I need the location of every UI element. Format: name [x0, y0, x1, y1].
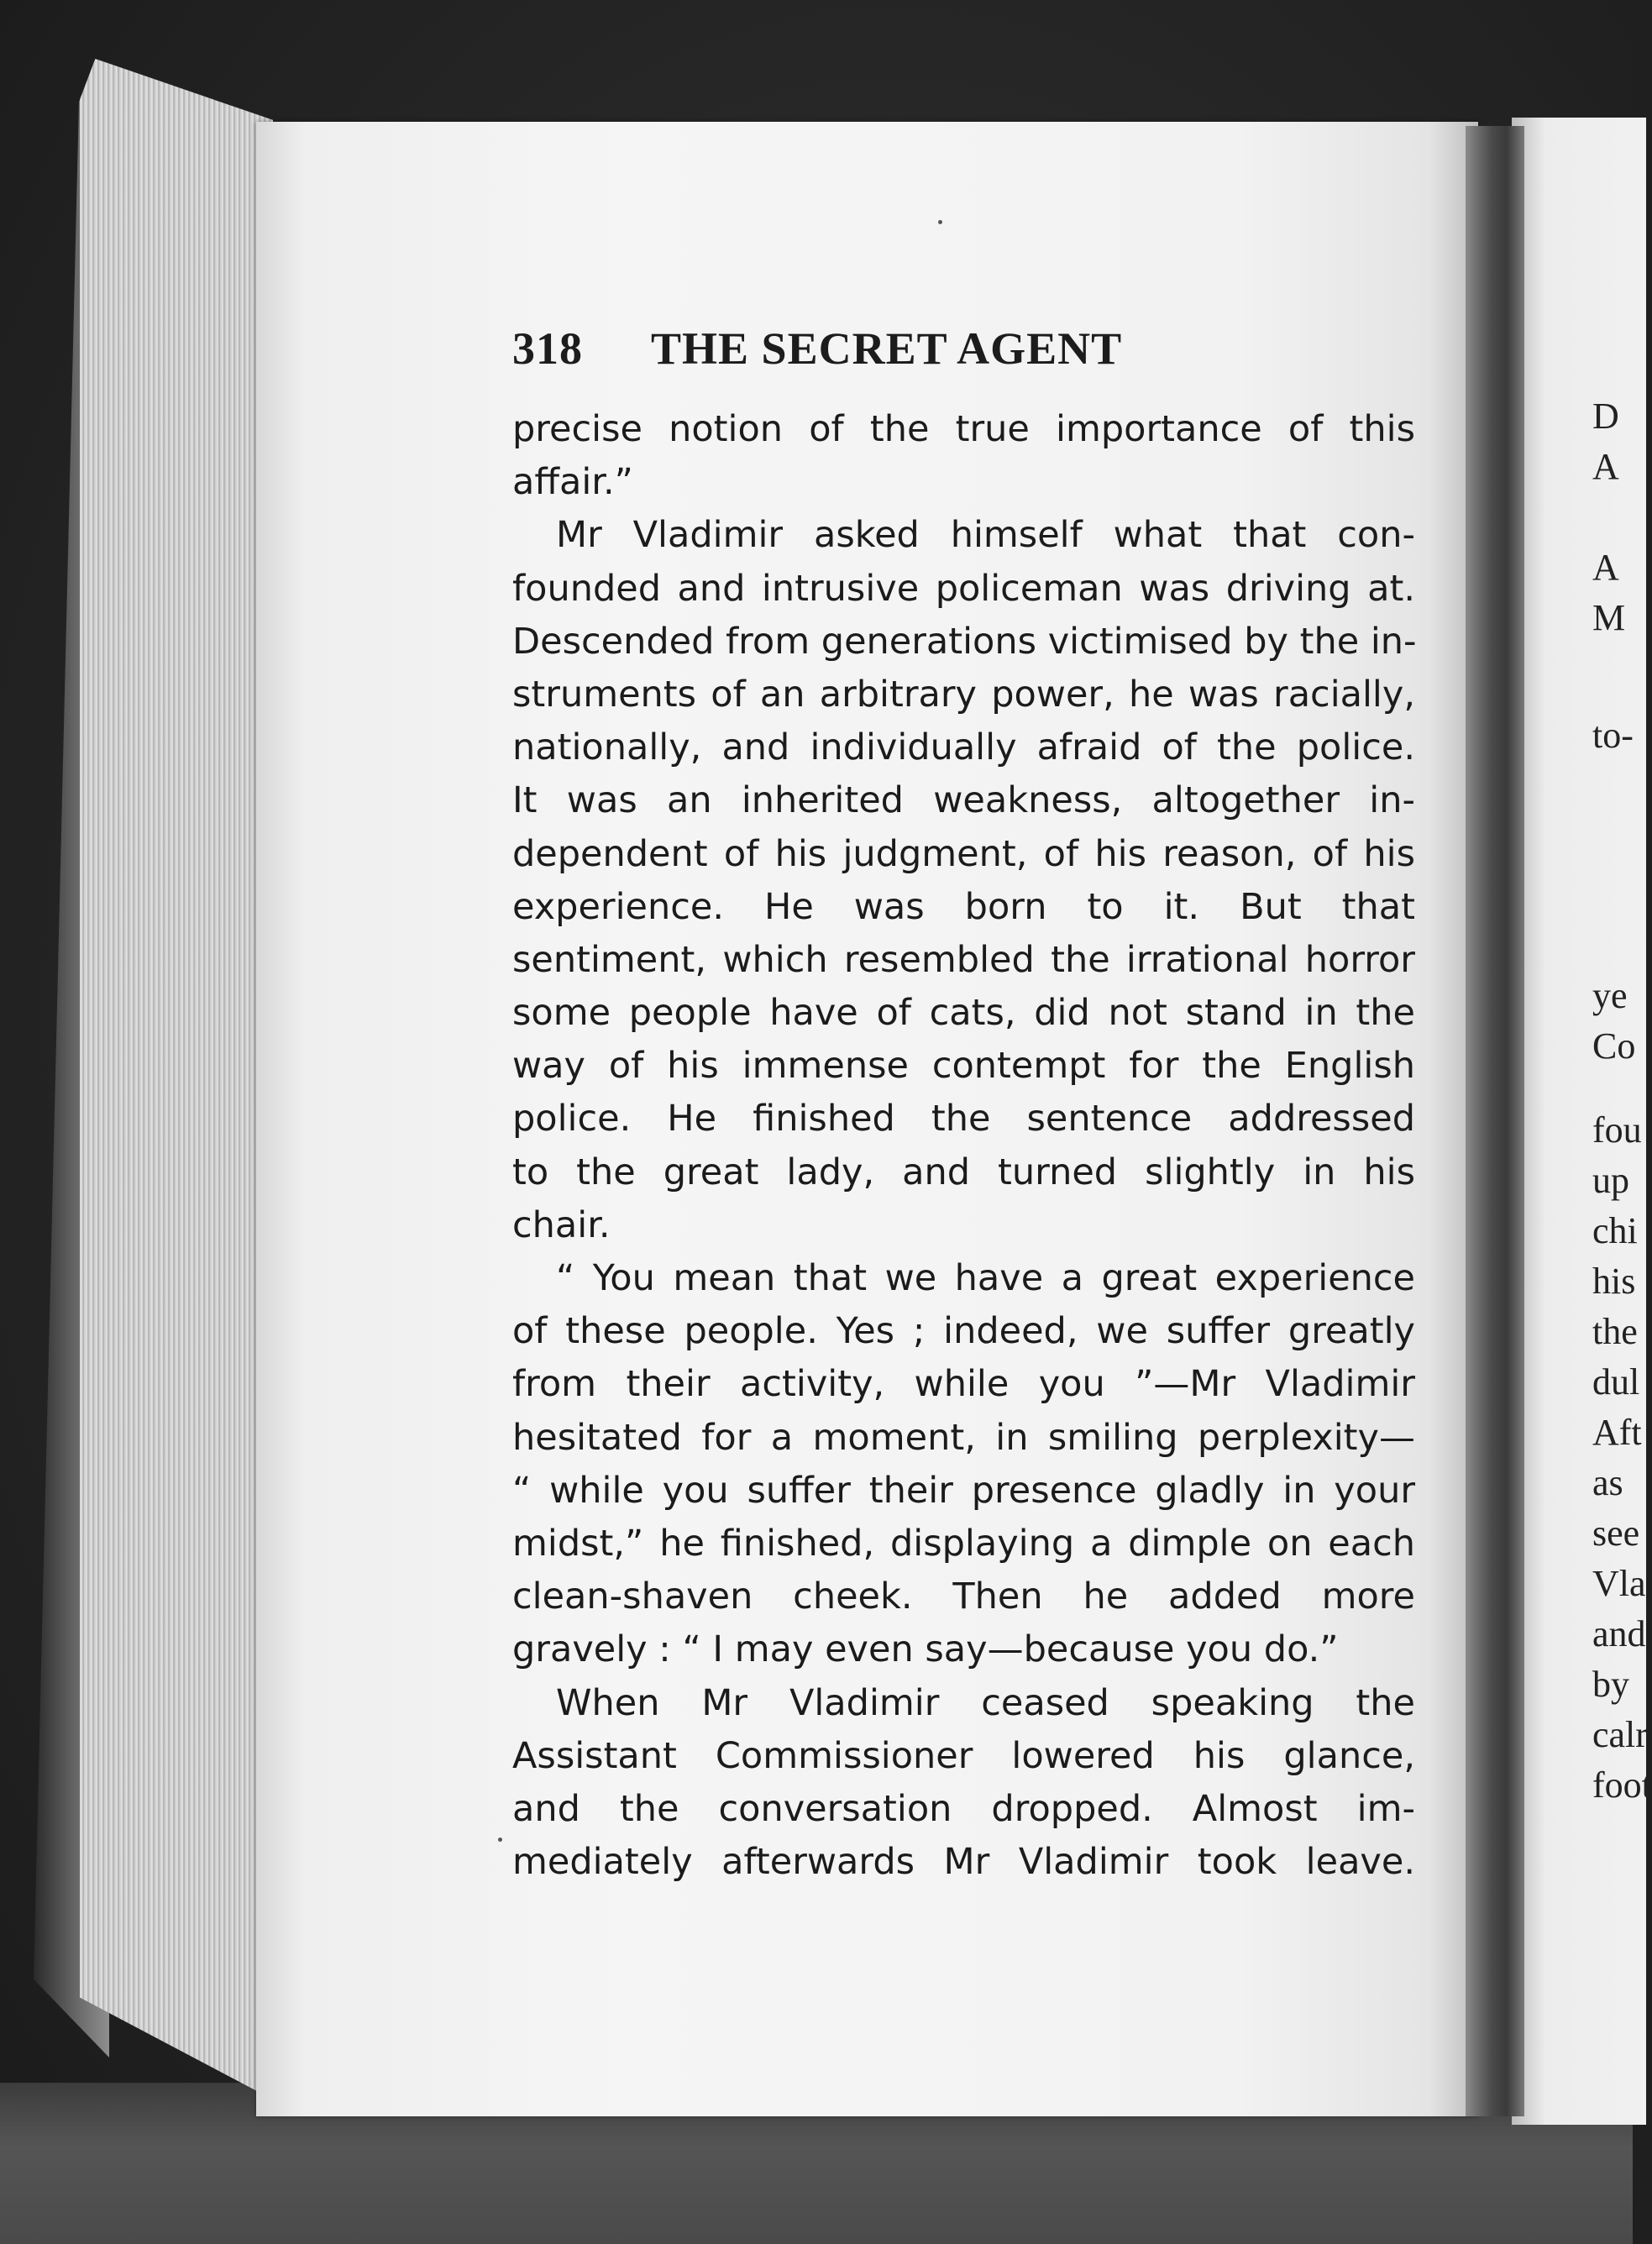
page-number: 318 — [512, 323, 583, 374]
text-line: founded and intrusive policeman was driving at. — [512, 567, 1415, 610]
text-line: dependent of his judgment, of his reason, of his — [512, 832, 1415, 875]
text-line: struments of an arbitrary power, he was racially, — [512, 673, 1415, 716]
text-line: precise notion of the true importance of this — [512, 408, 1415, 450]
text-line: to the great lady, and turned slightly in his — [512, 1151, 1415, 1193]
facing-page-fragment: dul — [1592, 1361, 1640, 1402]
text-line: and the conversation dropped. Almost im- — [512, 1787, 1415, 1830]
text-line: experience. He was born to it. But that — [512, 885, 1415, 928]
text-line: “ while you suffer their presence gladly in your — [512, 1469, 1415, 1512]
page-stack-edge — [80, 59, 273, 2100]
text-line: affair.” — [512, 461, 633, 504]
page-body-text — [512, 403, 1415, 1889]
facing-page-fragment: see — [1592, 1513, 1640, 1554]
facing-page-fragment: chi — [1592, 1210, 1638, 1251]
facing-page-fragment: fou — [1592, 1109, 1642, 1151]
facing-page-fragment: A — [1592, 446, 1619, 487]
facing-page-text — [1587, 370, 1652, 1881]
facing-page-fragment: M — [1592, 597, 1626, 638]
facing-page-fragment: Vla — [1592, 1563, 1646, 1604]
text-line: When Mr Vladimir ceased speaking the — [556, 1681, 1415, 1724]
text-line: way of his immense contempt for the English — [512, 1045, 1415, 1088]
text-line: some people have of cats, did not stand in the — [512, 992, 1415, 1035]
facing-page-fragment: up — [1592, 1160, 1629, 1201]
facing-page-fragment: Co — [1592, 1025, 1636, 1067]
facing-page-fragment: calr — [1592, 1714, 1648, 1755]
facing-page-fragment: Aft — [1592, 1412, 1642, 1453]
dust-speck — [938, 220, 942, 224]
text-line: of these people. Yes ; indeed, we suffer greatly — [512, 1310, 1415, 1353]
facing-page-fragment: and — [1592, 1613, 1646, 1654]
facing-page-fragment: by — [1592, 1664, 1629, 1705]
book-gutter — [1466, 126, 1524, 2116]
text-line: It was an inherited weakness, altogether in- — [512, 779, 1415, 822]
facing-page-fragment: D — [1592, 396, 1619, 437]
text-line: midst,” he finished, displaying a dimple on each — [512, 1522, 1415, 1565]
text-line: mediately afterwards Mr Vladimir took leave. — [512, 1841, 1415, 1884]
text-line: sentiment, which resembled the irrational horror — [512, 938, 1415, 981]
text-line: nationally, and individually afraid of the police. — [512, 726, 1415, 769]
dust-speck — [498, 1838, 502, 1842]
facing-page-fragment: ye — [1592, 975, 1628, 1016]
text-line: hesitated for a moment, in smiling perplexity— — [512, 1416, 1415, 1459]
text-line: Mr Vladimir asked himself what that con- — [556, 514, 1415, 557]
text-line: clean-shaven cheek. Then he added more — [512, 1576, 1415, 1618]
text-line: gravely : “ I may even say—because you do.” — [512, 1628, 1339, 1671]
text-line: “ You mean that we have a great experience — [556, 1257, 1415, 1299]
book-title: THE SECRET AGENT — [651, 323, 1123, 374]
text-line: police. He finished the sentence addressed — [512, 1098, 1415, 1140]
text-line: Descended from generations victimised by the in- — [512, 620, 1417, 663]
facing-page-fragment: A — [1592, 547, 1619, 588]
facing-page-fragment: his — [1592, 1261, 1636, 1302]
running-head — [512, 322, 1268, 381]
text-line: chair. — [512, 1203, 611, 1246]
text-line: from their activity, while you ”—Mr Vladimir — [512, 1363, 1415, 1406]
facing-page-fragment: to- — [1592, 715, 1634, 756]
text-line: Assistant Commissioner lowered his glance, — [512, 1734, 1415, 1777]
facing-page-fragment: as — [1592, 1462, 1623, 1503]
facing-page-fragment: foot — [1592, 1764, 1652, 1806]
facing-page-fragment: the — [1592, 1311, 1638, 1352]
